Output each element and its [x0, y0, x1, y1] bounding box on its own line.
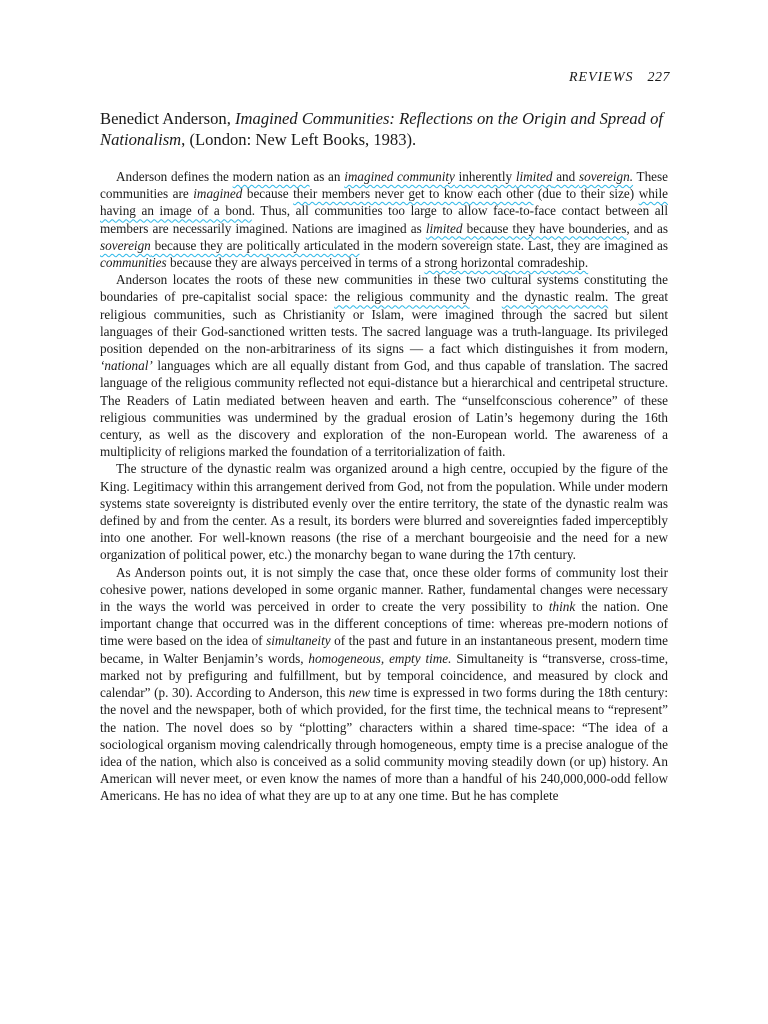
text-run: As Anderson points out, it is not simply the case that, once these older forms of community lost their cohesive power, nations developed in some organic manner. Rather, fundamental changes were necessary in the ways the world was perceived in order to create the very possibility to [100, 564, 668, 615]
italic-text: limited [425, 220, 463, 236]
paragraph-2 [100, 271, 668, 460]
text-run: time is expressed in two forms during the 18th century: the novel and the newspaper, both of which provided, for the first time, the technical means to “represent” the nation. The novel does so by “plotting” characters within a shared time-space: “The idea of a sociological organism moving calendrically through homogeneous, empty time is a precise analogue of the idea of the nation, which also is conceived as a solid community moving steadily down (or up) history. An American will never meet, or even know the names of more than a handful of his 240,000,000-odd fellow Americans. He has no idea of what they are up to at any one time. But he has complete [100, 685, 668, 804]
book-title: Imagined Communities: Reflections on the Origin and Spread of Nationalism [100, 109, 664, 149]
italic-text: ‘national’ [100, 358, 153, 374]
text-run: because they are always perceived in terms of a [166, 255, 425, 271]
italic-text: imagined community [344, 169, 455, 184]
paragraph-1 [100, 168, 668, 271]
italic-text: homogeneous, empty time. [308, 650, 452, 666]
highlight-annotation: their members never get to know each other [293, 186, 534, 202]
italic-text: new [348, 685, 371, 701]
paragraph-3: The structure of the dynastic realm was organized around a high centre, occupied by the figure of the King. Legitimacy within this arrangement derived from God, not from the population. While under modern systems state sovereignty is distributed evenly over the entire territory, the state of the dynastic realm was defined by and from the center. As a result, its borders were blurred and sovereignties faded imperceptibly into one another. For well-known reasons (the rise of a merchant bourgeoisie and the need for a new organization of political power, etc.) the monarchy began to wane during the 17th century. [100, 461, 668, 563]
text-run: because [242, 186, 294, 202]
text-run: . Thus, all communities too large to allow face-to-face contact between all members are necessarily imagined. Nations are imagined as [100, 203, 668, 236]
highlight-annotation [100, 238, 360, 253]
text-run: languages which are all equally distant from God, and thus capable of translation. The sacred language of the religious community reflected not equi-distance but a hierarchical and centripetal structure. The Readers of Latin mediated between heaven and earth. The “unselfconscious coherence” of these religious communities was undermined by the gradual erosion of Latin’s hegemony during the 16th century, as well as the discovery and exploration of the non-European world. The awareness of a multiplicity of religions marked the foundation of a territorialization of faith. [100, 358, 668, 460]
text-run: Simultaneity is “transverse, cross-time, marked not by prefiguring and fulfillment, but by temporal coincidence, and measured by clock and calendar” (p. 30). According to Anderson, this [100, 650, 668, 701]
review-citation [100, 108, 668, 150]
publication-info: , (London: New Left Books, 1983). [181, 130, 417, 149]
italic-text: sovereign [100, 237, 151, 253]
text-run: inherently [454, 169, 516, 184]
italic-text: simultaneity [266, 633, 331, 649]
italic-text: communities [100, 255, 167, 271]
text-run: and [469, 289, 502, 305]
text-run: and [552, 169, 579, 184]
highlight-annotation: while having an image of a bond [100, 186, 668, 219]
text-run: as an [309, 169, 345, 184]
highlight-annotation: modern nation [232, 169, 310, 184]
text-run: of the past and future in an instantaneous present, modern time became, in Walter Benjamin’s words, [100, 633, 668, 666]
running-title: REVIEWS [568, 70, 634, 85]
text-run: because they are politically articulated [150, 237, 360, 253]
text-run: , and as [626, 220, 668, 236]
page-number: 227 [647, 70, 670, 85]
highlight-annotation: the dynastic realm. [501, 289, 609, 305]
text-run: in the modern sovereign state. Last, they are imagined as [359, 237, 669, 253]
italic-text: think [548, 599, 576, 615]
text-run: because they have bounderies [462, 220, 627, 236]
paragraph-4 [100, 564, 668, 805]
text-run: (due to their size) [533, 186, 639, 202]
running-header [569, 70, 670, 86]
italic-text: sovereign. [578, 169, 634, 184]
italic-text: imagined [193, 186, 243, 202]
highlight-annotation [426, 221, 626, 236]
italic-text: limited [515, 169, 553, 184]
text-run: the nation. One important change that occurred was in the different conceptions of time: whereas pre-modern notions of time were based on the idea of [100, 599, 668, 649]
review-author: Benedict Anderson, [100, 109, 236, 128]
text-run: The great religious communities, such as Christianity or Islam, were imagined through the sacred but silent languages of their God-sanctioned written tests. The sacred language was a truth-language. Its privileged position depended on the non-arbitrariness of its signs — a fact which distinguishes it from modern, [100, 289, 668, 357]
highlight-annotation: the religious community [334, 289, 470, 305]
highlight-annotation [344, 169, 633, 184]
text-run: Anderson defines the [116, 169, 233, 184]
review-body [100, 168, 668, 805]
text-run: Anderson locates the roots of these new communities in these two cultural systems constituting the boundaries of pre-capitalist social space: [100, 272, 668, 305]
text-run: These communities are [100, 169, 669, 202]
highlight-annotation: strong horizontal comradeship. [424, 255, 589, 271]
